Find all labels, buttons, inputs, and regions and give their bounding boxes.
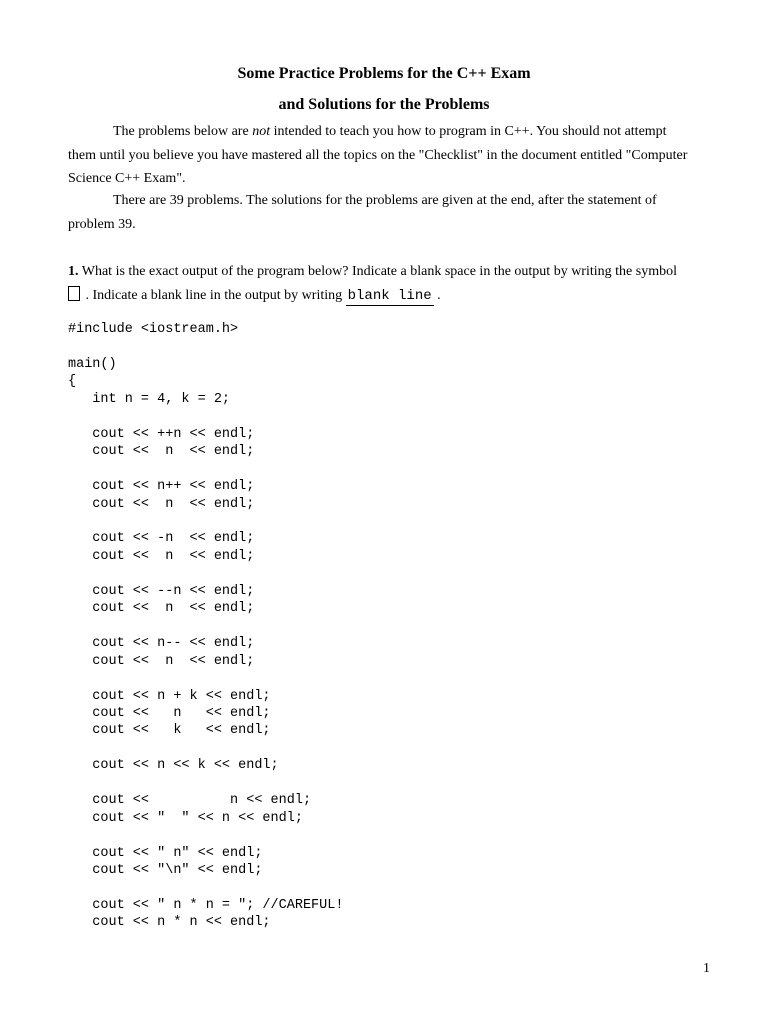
intro-emphasis: not <box>252 124 271 139</box>
problem-1-text-b: . Indicate a blank line in the output by writing <box>82 287 346 303</box>
code-line: cout << n << endl; <box>68 793 312 809</box>
code-line: cout << n * n << endl; <box>68 915 271 931</box>
code-line: cout << " n" << endl; <box>68 845 263 861</box>
code-line: cout << n << endl; <box>68 705 271 721</box>
code-line: cout << n + k << endl; <box>68 688 271 704</box>
problem-count-text: There are 39 problems. The solutions for the problems are given at the end, after the statement of problem 39. <box>68 193 657 232</box>
code-line: cout << n << endl; <box>68 548 255 564</box>
code-line: { <box>68 374 77 390</box>
code-line: cout << "\n" << endl; <box>68 863 263 879</box>
code-line: cout << n << endl; <box>68 444 255 460</box>
code-line: cout << " n * n = "; //CAREFUL! <box>68 897 344 913</box>
code-line: cout << ++n << endl; <box>68 426 255 442</box>
document-subtitle: and Solutions for the Problems <box>278 96 490 113</box>
intro-paragraph <box>68 120 698 191</box>
code-line: cout << -n << endl; <box>68 531 255 547</box>
blank-space-symbol-icon <box>68 286 80 301</box>
problem-1-text-end: . <box>433 287 441 303</box>
code-line: cout << k << endl; <box>68 723 271 739</box>
code-line: cout << " " << n << endl; <box>68 810 303 826</box>
code-line: cout << n << endl; <box>68 601 255 617</box>
intro-text-part2: intended to teach you how to program in C++. You should not attempt them until you believe you have mastered all the topics on the "Checklist" in the document entitled "Computer Science C++ Exam". <box>68 124 688 186</box>
blank-line-label: blank line <box>347 287 432 304</box>
code-line: cout << n++ << endl; <box>68 479 255 495</box>
code-line: int n = 4, k = 2; <box>68 391 231 407</box>
document-title: Some Practice Problems for the C++ Exam <box>237 65 531 82</box>
intro-text-part1: The problems below are <box>113 124 253 139</box>
code-line: main() <box>68 356 117 372</box>
problem-1-statement <box>68 260 698 308</box>
problem-count-paragraph <box>68 189 698 236</box>
page-number: 1 <box>703 961 710 976</box>
code-line: #include <iostream.h> <box>68 322 239 337</box>
code-line: cout << n-- << endl; <box>68 636 255 652</box>
code-line: cout << n << endl; <box>68 496 255 512</box>
code-listing <box>68 321 343 932</box>
problem-number: 1. <box>68 264 79 279</box>
code-line: cout << n << k << endl; <box>68 758 279 774</box>
code-line: cout << n << endl; <box>68 653 255 669</box>
problem-1-text-a: What is the exact output of the program below? Indicate a blank space in the output by writing the symbol <box>78 264 677 279</box>
code-line: cout << --n << endl; <box>68 583 255 599</box>
